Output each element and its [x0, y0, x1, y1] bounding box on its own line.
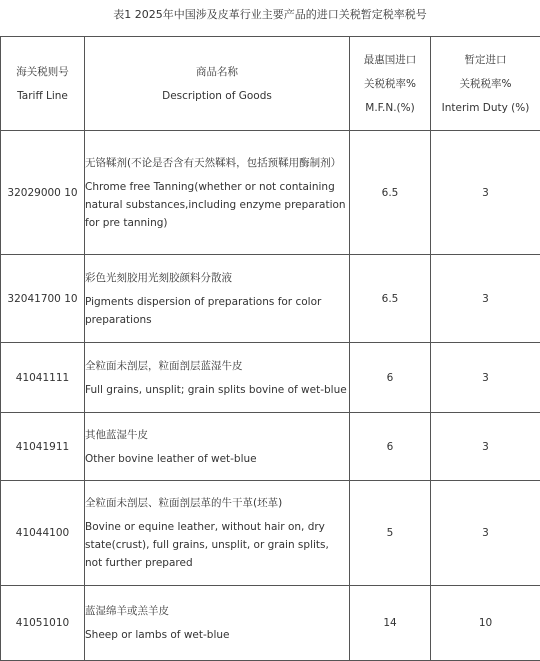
mfn-rate: 6.5: [350, 255, 431, 343]
header-tariff-zh: 海关税则号: [1, 63, 84, 81]
description-zh: 蓝湿绵羊或羔羊皮: [85, 602, 349, 620]
mfn-rate: 6: [350, 413, 431, 481]
description-zh: 其他蓝湿牛皮: [85, 426, 349, 444]
interim-rate: 3: [431, 413, 540, 481]
interim-rate: 3: [431, 255, 540, 343]
header-interim-line1: 暂定进口: [431, 51, 540, 69]
table-row: [1, 131, 540, 255]
header-desc-zh: 商品名称: [85, 63, 349, 81]
table-row: [1, 413, 540, 481]
header-interim: [431, 37, 540, 131]
header-tariff-line: [1, 37, 85, 131]
tariff-code: 41041911: [1, 413, 85, 481]
description-en: Chrome free Tanning(whether or not containing natural substances,including enzyme preparation for pre tanning): [85, 178, 349, 232]
description-zh: 无铬鞣剂(不论是否含有天然鞣料，包括预鞣用酶制剂）: [85, 154, 349, 172]
header-tariff-en: Tariff Line: [1, 87, 84, 105]
interim-rate: 10: [431, 586, 540, 661]
description-zh: 全粒面未剖层、粒面剖层革的牛干革(坯革): [85, 494, 349, 512]
mfn-rate: 5: [350, 481, 431, 586]
table-row: [1, 343, 540, 413]
goods-description: [85, 413, 350, 481]
header-interim-line2: 关税税率%: [431, 75, 540, 93]
interim-rate: 3: [431, 481, 540, 586]
description-en: Bovine or equine leather, without hair on, dry state(crust), full grains, unsplit, or grain splits, not further prepared: [85, 518, 349, 572]
description-zh: 全粒面未剖层，粒面剖层蓝湿牛皮: [85, 357, 349, 375]
interim-rate: 3: [431, 343, 540, 413]
header-mfn-line2: 关税税率%: [350, 75, 430, 93]
description-zh: 彩色光刻胶用光刻胶颜料分散液: [85, 269, 349, 287]
header-description: [85, 37, 350, 131]
table-title: 表1 2025年中国涉及皮革行业主要产品的进口关税暂定税率税号: [0, 8, 540, 22]
table-row: [1, 255, 540, 343]
header-mfn-line3: M.F.N.(%): [350, 99, 430, 117]
header-row: [1, 37, 540, 131]
description-en: Sheep or lambs of wet-blue: [85, 626, 349, 644]
table-row: [1, 481, 540, 586]
header-interim-line3: Interim Duty (%): [431, 99, 540, 117]
goods-description: [85, 255, 350, 343]
tariff-code: 41044100: [1, 481, 85, 586]
interim-rate: 3: [431, 131, 540, 255]
tariff-code: 41051010: [1, 586, 85, 661]
tariff-code: 32041700 10: [1, 255, 85, 343]
mfn-rate: 6: [350, 343, 431, 413]
description-en: Full grains, unsplit; grain splits bovine of wet-blue: [85, 381, 349, 399]
tariff-code: 32029000 10: [1, 131, 85, 255]
tariff-table: [0, 36, 540, 661]
description-en: Pigments dispersion of preparations for color preparations: [85, 293, 349, 329]
goods-description: [85, 343, 350, 413]
mfn-rate: 6.5: [350, 131, 431, 255]
table-row: [1, 586, 540, 661]
description-en: Other bovine leather of wet-blue: [85, 450, 349, 468]
goods-description: [85, 586, 350, 661]
tariff-code: 41041111: [1, 343, 85, 413]
header-desc-en: Description of Goods: [85, 87, 349, 105]
header-mfn: [350, 37, 431, 131]
goods-description: [85, 131, 350, 255]
goods-description: [85, 481, 350, 586]
header-mfn-line1: 最惠国进口: [350, 51, 430, 69]
mfn-rate: 14: [350, 586, 431, 661]
